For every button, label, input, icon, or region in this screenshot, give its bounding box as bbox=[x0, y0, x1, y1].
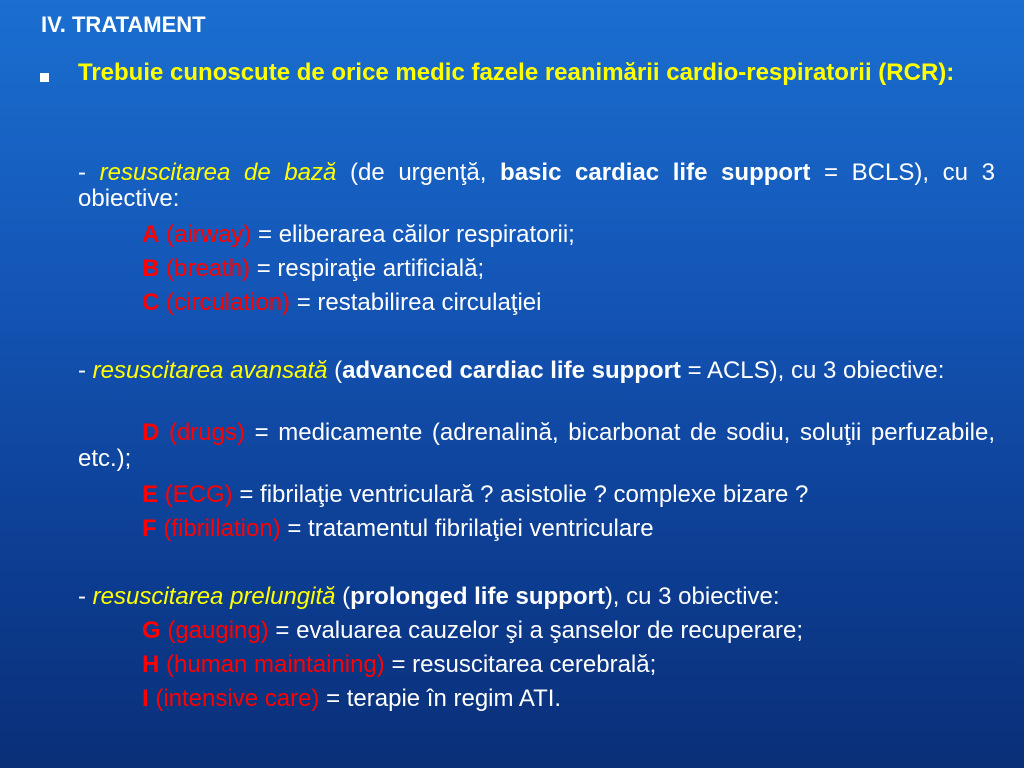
objective-f bbox=[142, 516, 995, 542]
objective-letter: E bbox=[142, 481, 159, 508]
intro-text: Trebuie cunoscute de orice medic fazele reanimării cardio-respiratorii (RCR): bbox=[78, 59, 955, 86]
section-post: = BCLS), cu 3 obiective: bbox=[78, 159, 995, 212]
objective-desc: = fibrilaţie ventriculară ? asistolie ? complexe bizare ? bbox=[232, 481, 809, 508]
section-bcls-heading bbox=[78, 160, 995, 212]
objective-term: (intensive care) bbox=[148, 685, 320, 712]
section-pls-heading bbox=[78, 584, 995, 610]
section-name: resuscitarea de bază bbox=[99, 159, 337, 186]
objective-letter: I bbox=[142, 685, 149, 712]
objective-term: (fibrillation) bbox=[156, 515, 281, 542]
objective-term: (circulation) bbox=[159, 289, 291, 316]
objective-desc: = resuscitarea cerebrală; bbox=[384, 651, 657, 678]
square-bullet-icon bbox=[40, 73, 49, 82]
objective-letter: F bbox=[142, 515, 157, 542]
dash: - bbox=[78, 357, 93, 384]
section-english-term: prolonged life support bbox=[350, 583, 605, 610]
objective-c bbox=[142, 290, 995, 316]
section-post: = ACLS), cu 3 obiective: bbox=[680, 357, 945, 384]
objective-term: (gauging) bbox=[160, 617, 269, 644]
objective-term: (human maintaining) bbox=[159, 651, 385, 678]
objective-b bbox=[142, 256, 995, 282]
objective-letter: D bbox=[142, 419, 160, 446]
objective-desc: = evaluarea cauzelor şi a şanselor de recuperare; bbox=[268, 617, 804, 644]
section-pre: ( bbox=[327, 357, 343, 384]
objective-desc: = restabilirea circulaţiei bbox=[290, 289, 542, 316]
objective-g bbox=[142, 618, 995, 644]
section-name: resuscitarea avansată bbox=[92, 357, 328, 384]
objective-letter: H bbox=[142, 651, 160, 678]
objective-d bbox=[78, 420, 995, 472]
section-english-term: basic cardiac life support bbox=[500, 159, 811, 186]
section-english-term: advanced cardiac life support bbox=[342, 357, 681, 384]
section-name: resuscitarea prelungită bbox=[92, 583, 336, 610]
section-pre: (de urgenţă, bbox=[336, 159, 501, 186]
objective-letter: A bbox=[142, 221, 160, 248]
objective-a bbox=[142, 222, 995, 248]
dash: - bbox=[78, 583, 93, 610]
objective-term: (drugs) bbox=[159, 419, 245, 446]
objective-i bbox=[142, 686, 995, 712]
objective-desc: = eliberarea căilor respiratorii; bbox=[251, 221, 575, 248]
objective-desc: = respiraţie artificială; bbox=[250, 255, 485, 282]
section-acls-heading bbox=[78, 358, 995, 384]
objective-term: (breath) bbox=[159, 255, 251, 282]
objective-e bbox=[142, 482, 995, 508]
objective-letter: C bbox=[142, 289, 160, 316]
objective-term: (ECG) bbox=[158, 481, 233, 508]
objective-term: (airway) bbox=[159, 221, 252, 248]
section-post: ), cu 3 obiective: bbox=[604, 583, 780, 610]
slide-title: IV. TRATAMENT bbox=[41, 12, 206, 37]
dash: - bbox=[78, 159, 100, 186]
objective-letter: B bbox=[142, 255, 160, 282]
objective-desc: = medicamente (adrenalină, bicarbonat de sodiu, soluţii perfuzabile, etc.); bbox=[78, 419, 996, 472]
objective-desc: = terapie în regim ATI. bbox=[319, 685, 562, 712]
objective-h bbox=[142, 652, 995, 678]
objective-letter: G bbox=[142, 617, 161, 644]
objective-desc: = tratamentul fibrilaţiei ventriculare bbox=[280, 515, 654, 542]
section-pre: ( bbox=[335, 583, 351, 610]
